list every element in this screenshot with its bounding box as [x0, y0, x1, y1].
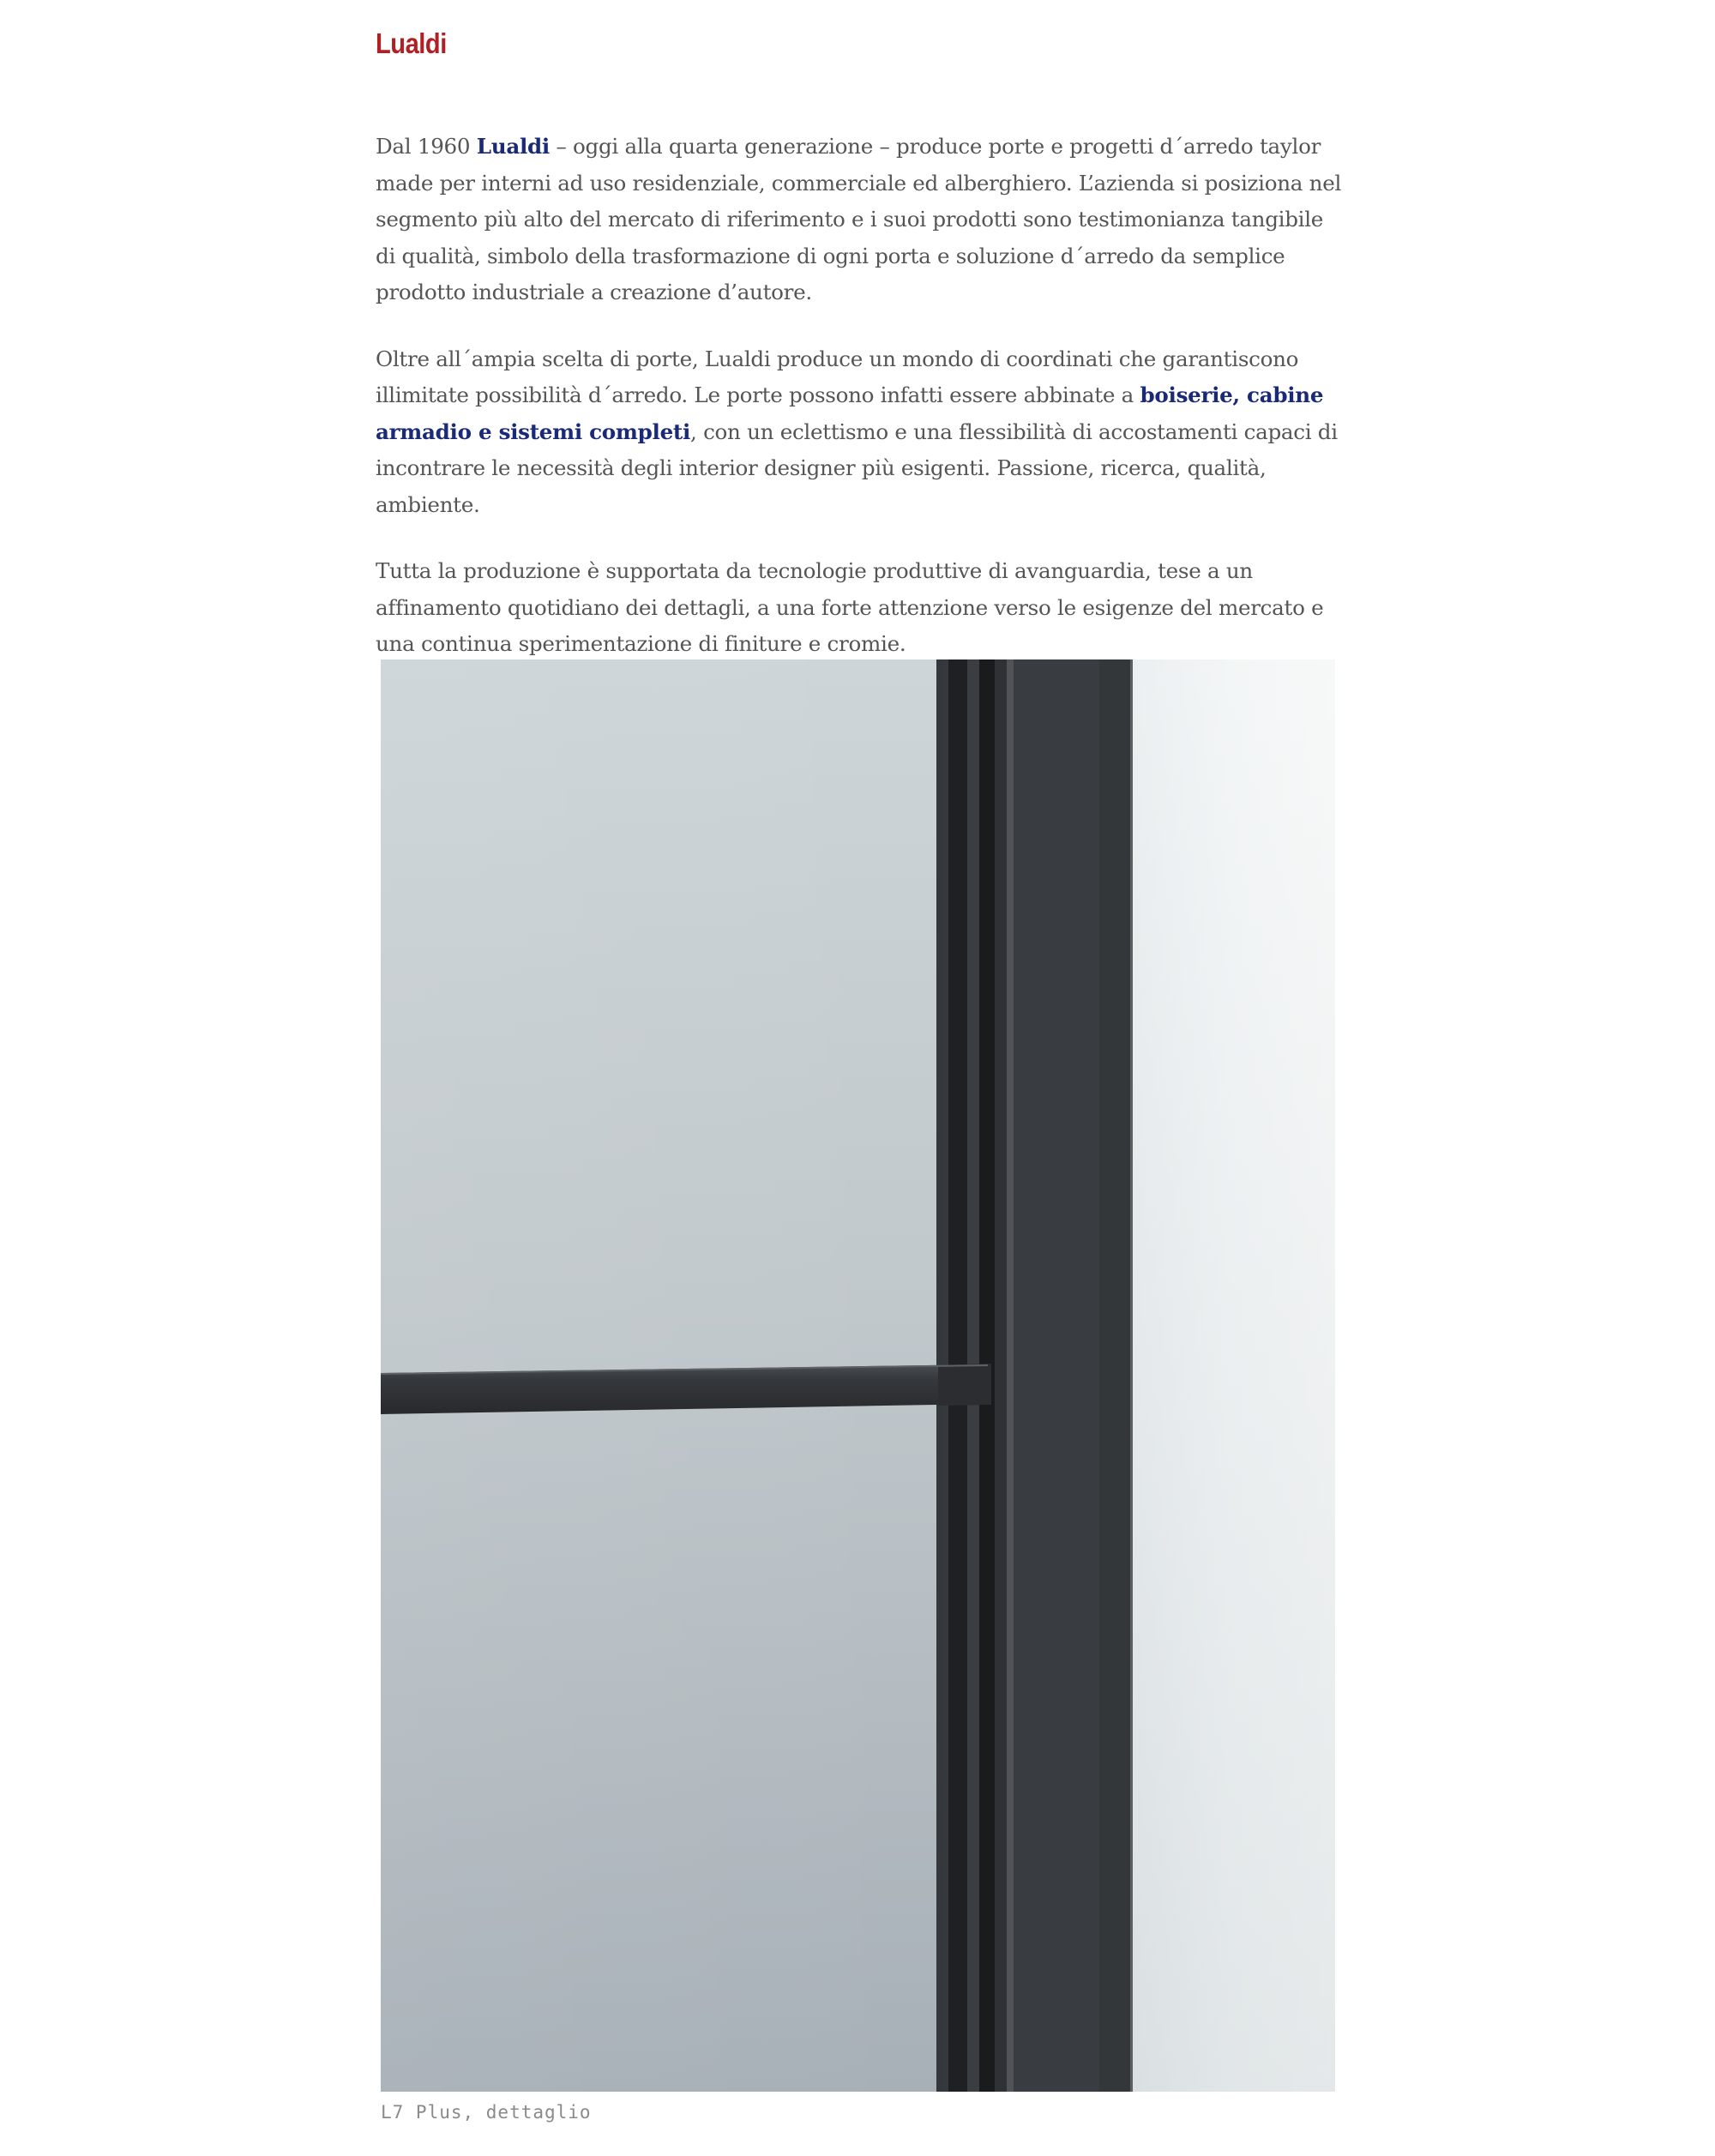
door-frame-side [1099, 659, 1132, 2092]
paragraph-coordinates [376, 341, 1345, 524]
boiserie-link[interactable]: boiserie, cabine armadio e sistemi completi [376, 382, 1324, 444]
door-frame-light-edge [1130, 659, 1133, 2092]
paragraph-production [376, 553, 1345, 663]
paragraph-intro [376, 129, 1345, 311]
door-photo [381, 659, 1335, 2092]
article-body [376, 129, 1345, 663]
door-frame-face [995, 659, 1007, 2092]
door-detail-image [381, 659, 1335, 2092]
door-frame-main [1014, 659, 1099, 2092]
intro-text-start: Dal 1960 [376, 134, 477, 159]
mullion-end [938, 1364, 991, 1406]
production-text: Tutta la produzione è supportata da tecnologie produttive di avanguardia, tese a un affinamento quotidiano dei dettagli, a una forte attenzione verso le esigenze del mercato e una continua sperimentazione di finiture e cromie. [376, 558, 1324, 656]
door-frame-edge [1007, 659, 1014, 2092]
intro-text-end: – oggi alla quarta generazione – produce porte e progetti d´arredo taylor made per interni ad uso residenziale, commerciale ed alberghiero. L’azienda si posiziona nel segmento più alto del mercato di riferimento e i suoi prodotti sono testimonianza tangibile di qualità, simbolo della trasformazione di ogni porta e soluzione d´arredo da semplice prodotto industriale a creazione d’autore. [376, 134, 1342, 304]
brand-name: Lualdi [476, 134, 550, 159]
image-caption: L7 Plus, dettaglio [381, 2102, 592, 2123]
coordinates-text-start: Oltre all´ampia scelta di porte, Lualdi produce un mondo di coordinati che garantiscono illimitate possibilità d´arredo. Le porte possono infatti essere abbinate a [376, 346, 1299, 407]
wall-shading [1127, 659, 1335, 2092]
page-title: Lualdi [376, 27, 447, 59]
coordinates-text-end: , con un eclettismo e una flessibilità di accostamenti capaci di incontrare le necessità degli interior designer più esigenti. Passione, ricerca, qualità, ambiente. [376, 419, 1338, 517]
